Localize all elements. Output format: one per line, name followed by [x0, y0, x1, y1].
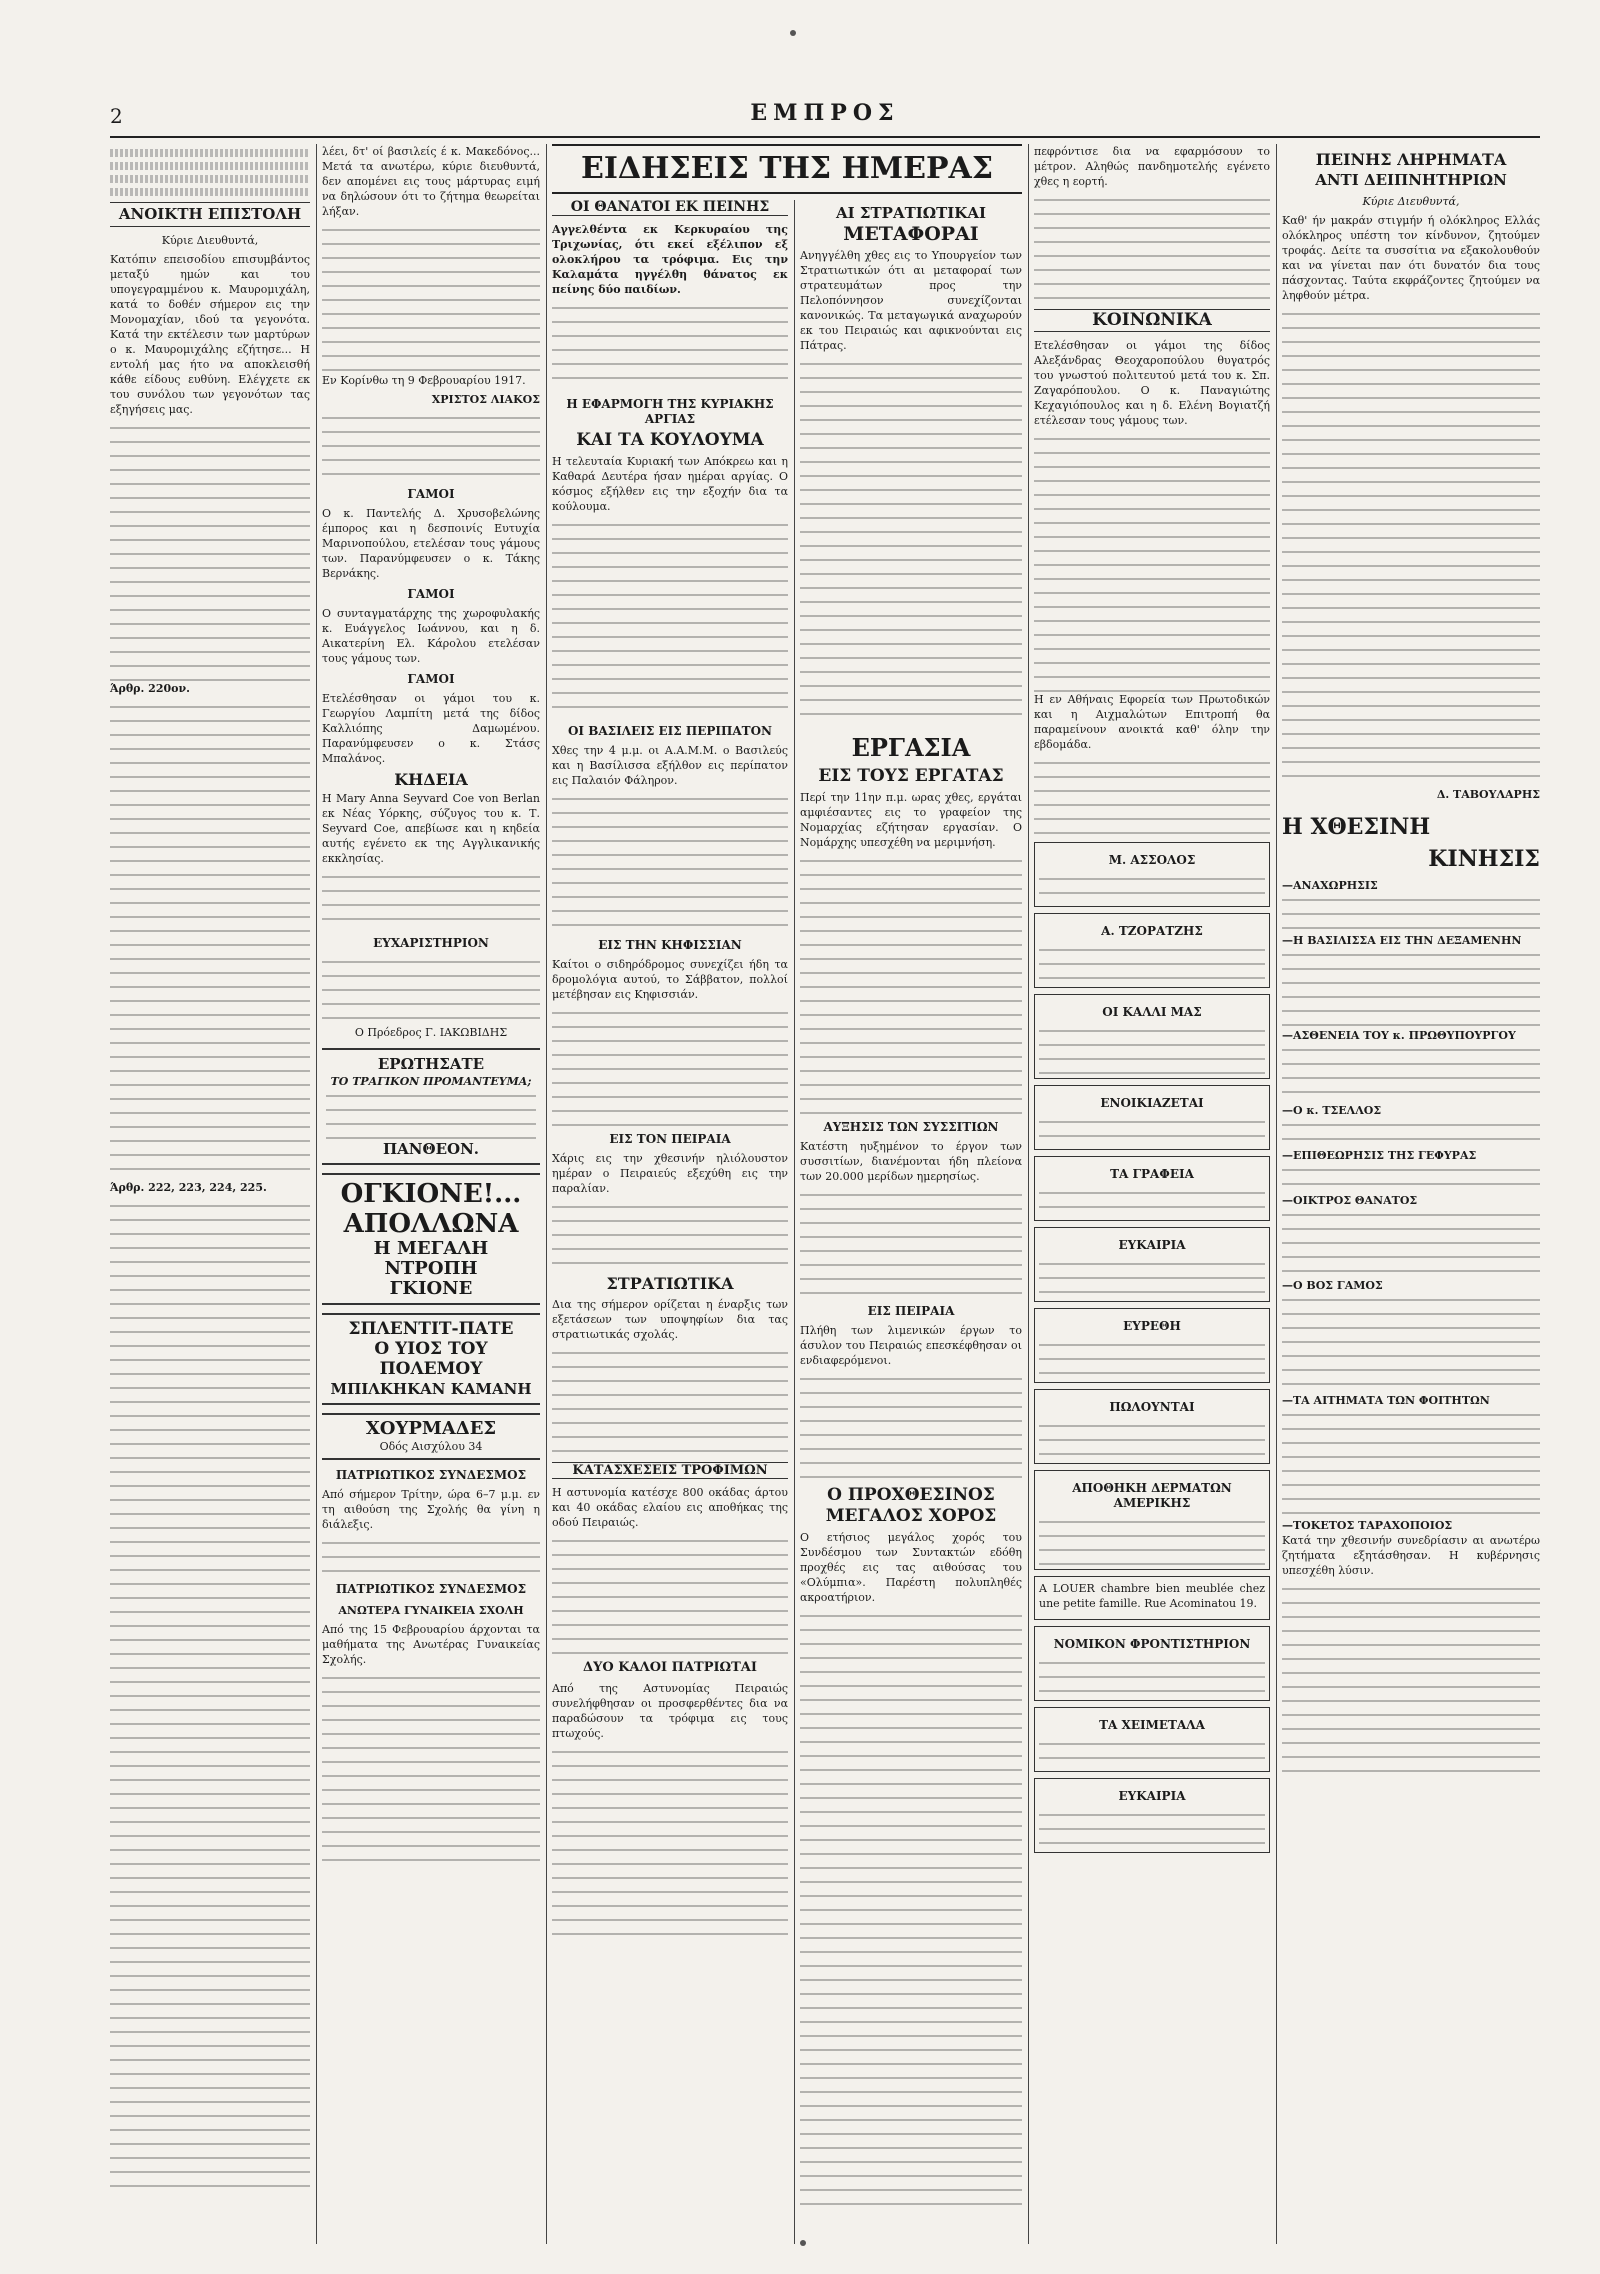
hunger-letter-subtitle: ΑΝΤΙ ΔΕΙΠΝΗΤΗΡΙΩΝ	[1315, 171, 1507, 189]
movement-item: —ΤΟΚΕΤΟΣ ΤΑΡΑΧΟΠΟΙΟΣ	[1282, 1519, 1453, 1532]
article-ref-222-225: Άρθρ. 222, 223, 224, 225.	[110, 1181, 267, 1194]
classified-3	[1034, 994, 1270, 1079]
thanks-signature: Ο Πρόεδρος Γ. ΙΑΚΩΒΙΔΗΣ	[354, 1026, 508, 1039]
movement-item: —Η ΒΑΣΙΛΙΣΣΑ ΕΙΣ ΤΗΝ ΔΕΞΑΜΕΝΗΝ	[1282, 934, 1522, 947]
sunday-rest-subtitle: ΚΑΙ ΤΑ ΚΟΥΛΟΥΜΑ	[576, 430, 764, 450]
news-of-the-day-headline: ΕΙΔΗΣΕΙΣ ΤΗΣ ΗΜΕΡΑΣ	[552, 144, 1022, 194]
weddings-2-title: ΓΑΜΟΙ	[407, 587, 455, 601]
classified-9-title: ΑΠΟΘΗΚΗ ΔΕΡΜΑΤΩΝ ΑΜΕΡΙΚΗΣ	[1072, 1481, 1232, 1510]
grand-ball-text: Ο ετήσιος μεγάλος χορός του Συνδέσμου των Συντακτών εδόθη προχθές εις τας αιθούσας του «Ολύμπια». Παρέστη πολυπληθές ακροατήριον.	[800, 1531, 1022, 1604]
royals-walk-title: ΟΙ ΒΑΣΙΛΕΙΣ ΕΙΣ ΠΕΡΙΠΑΤΟΝ	[567, 724, 773, 738]
column-divider	[1028, 144, 1029, 2244]
column-divider	[794, 200, 795, 2244]
ad-splendid-line-2: Ο ΥΙΟΣ ΤΟΥ ΠΟΛΕΜΟΥ	[374, 1339, 488, 1379]
two-patriots-title: ΔΥΟ ΚΑΛΟΙ ΠΑΤΡΙΩΤΑΙ	[583, 1660, 757, 1675]
kifissia-text: Καίτοι ο σιδηρόδρομος συνεχίζει ήδη τα δρομολόγια αυτού, το Σάββατον, πολλοί μετέβησαν εις Κηφισσιάν.	[552, 958, 788, 1001]
social-news-text: Ετελέσθησαν οι γάμοι της δίδος Αλεξάνδρας Θεοχαροπούλου θυγατρός του γνωστού πολιτευτού μετά του κ. Σπ. Ζαγαρόπουλου. Ο κ. Παναγιώτης Κεχαγιόπουλος και η δ. Ελένη Βογιατζή ετέλεσαν τους γάμους των.	[1034, 339, 1270, 427]
classified-13	[1034, 1778, 1270, 1853]
food-seizures-text: Η αστυνομία κατέσχε 800 οκάδας άρτου και 40 οκάδας ελαίου εις αποθήκας της οδού Πειραιώς.	[552, 1486, 788, 1529]
work-for-workers-title: ΕΡΓΑΣΙΑ	[851, 733, 971, 762]
piraeus-text: Χάρις εις την χθεσινήν ηλιόλουστον ημέραν ο Πειραιεύς εξεχύθη εις την παραλίαν.	[552, 1152, 788, 1195]
ad-pantheon-line-3: ΠΑΝΘΕΟΝ.	[382, 1140, 479, 1158]
patriotic-union-1-text: Από σήμερον Τρίτην, ώρα 6–7 μ.μ. εν τη αιθούση της Σχολής θα γίνη η διάλεξις.	[322, 1488, 540, 1531]
open-letter-title: ΑΝΟΙΚΤΗ ΕΠΙΣΤΟΛΗ	[110, 202, 310, 227]
column-4	[800, 200, 1022, 2244]
work-for-workers-subtitle: ΕΙΣ ΤΟΥΣ ΕΡΓΑΤΑΣ	[818, 766, 1004, 786]
patriotic-union-2-sub: ΑΝΩΤΕΡΑ ΓΥΝΑΙΚΕΙΑ ΣΧΟΛΗ	[338, 1604, 524, 1617]
hunger-letter-salutation: Κύριε Διευθυντά,	[1362, 195, 1460, 208]
header-rule	[110, 136, 1540, 138]
movement-item: —ΑΣΘΕΝΕΙΑ ΤΟΥ κ. ΠΡΩΘΥΠΟΥΡΓΟΥ	[1282, 1029, 1516, 1042]
classified-4-title: ΕΝΟΙΚΙΑΖΕΤΑΙ	[1100, 1096, 1204, 1110]
classified-8	[1034, 1389, 1270, 1464]
military-transports-text: Ανηγγέλθη χθες εις το Υπουργείον των Στρατιωτικών ότι αι μεταφοραί των στρατευμάτων προς την Πελοπόννησον συνεχίζονται κανονικώς. Τα μεταγωγικά αναχωρούν εκ του Πειραιώς και αφικνούνται εις Πάτρας.	[800, 249, 1022, 352]
classified-1-title: Μ. ΑΣΣΟΛΟΣ	[1108, 853, 1196, 867]
classified-2-title: Α. ΤΖΟΡΑΤΖΗΣ	[1101, 924, 1203, 938]
to-piraeus-text: Πλήθη των λιμενικών έργων το άσυλον του Πειραιώς επεσκέφθησαν οι ενδιαφερόμενοι.	[800, 1324, 1022, 1367]
two-patriots-text: Από της Αστυνομίας Πειραιώς συνελήφθησαν οι προσφερθέντες δια να παραδώσουν τα τρόφιμα εις τους πτωχούς.	[552, 1682, 788, 1740]
column-divider	[1276, 144, 1277, 2244]
classified-1	[1034, 842, 1270, 907]
classified-3-title: ΟΙ ΚΑΛΛΙ ΜΑΣ	[1102, 1005, 1202, 1019]
movement-item: —Ο ΒΟΣ ΓΑΜΟΣ	[1282, 1279, 1383, 1292]
masthead	[110, 100, 1540, 134]
ad-apollon	[322, 1173, 540, 1305]
ad-splendid	[322, 1313, 540, 1405]
ad-apollon-line-3: Η ΜΕΓΑΛΗ ΝΤΡΟΠΗ	[373, 1238, 489, 1279]
grand-ball-subtitle: ΜΕΓΑΛΟΣ ΧΟΡΟΣ	[825, 1506, 997, 1526]
weddings-1-title: ΓΑΜΟΙ	[407, 487, 455, 501]
patriotic-union-1-title: ΠΑΤΡΙΩΤΙΚΟΣ ΣΥΝΔΕΣΜΟΣ	[335, 1468, 527, 1482]
print-speck	[790, 30, 796, 36]
ad-splendid-line-1: ΣΠΛΕΝΤΙΤ-ΠΑΤΕ	[348, 1319, 514, 1339]
funeral-title: ΚΗΔΕΙΑ	[394, 770, 468, 789]
article-ref-220: Άρθρ. 220ον.	[110, 682, 190, 695]
food-seizures-title: ΚΑΤΑΣΧΕΣΕΙΣ ΤΡΟΦΙΜΩΝ	[552, 1462, 788, 1479]
weddings-3-text: Ετελέσθησαν οι γάμοι του κ. Γεωργίου Λαμπίτη μετά της δίδος Καλλιόπης Δαμωμένου. Παρανύμφευσεν ο κ. Στάσς Μπαλάνος.	[322, 692, 540, 765]
classified-11-title: ΝΟΜΙΚΟΝ ΦΡΟΝΤΙΣΤΗΡΙΟΝ	[1053, 1637, 1251, 1651]
column-divider	[546, 144, 547, 2244]
newspaper-name: ΕΜΠΡΟΣ	[750, 100, 900, 126]
classified-5	[1034, 1156, 1270, 1221]
open-letter-salutation: Κύριε Διευθυντά,	[161, 234, 259, 247]
patriotic-union-2-title: ΠΑΤΡΙΩΤΙΚΟΣ ΣΥΝΔΕΣΜΟΣ	[335, 1582, 527, 1596]
social-news-text-2: Η εν Αθήναις Εφορεία των Πρωτοδικών και η Αιχμαλώτων Επιτροπή θα παραμείνουν ανοικτά καθ' όλην την εβδομάδα.	[1034, 693, 1270, 751]
page-number: 2	[110, 104, 123, 128]
ad-apollon-line-4: ΓΚΙΟΝΕ	[389, 1278, 473, 1299]
classified-12-title: ΤΑ ΧΕΙΜΕΤΑΛΑ	[1099, 1718, 1205, 1732]
hunger-letter-text: Καθ' ήν μακράν στιγμήν ή ολόκληρος Ελλάς ολόκληρος υπέστη τον κίνδυνον, ζητούμεν τροφάς. Δείτε τα συσσίτια να εξακολουθούν και να γίνεται παν ότι δυνατόν δια τους πάσχοντας. Ταύτα εκφράζοντες ζητούμεν να ληφθούν μέτρα.	[1282, 214, 1540, 302]
weddings-1-text: Ο κ. Παντελής Δ. Χρυσοβελώνης έμπορος και η δεσποινίς Ευτυχία Μαρινοπούλου, ετελέσαν τους γάμους των. Παρανύμφευσεν ο κ. Τάκης Βερνάκης.	[322, 507, 540, 580]
piraeus-title: ΕΙΣ ΤΟΝ ΠΕΙΡΑΙΑ	[609, 1132, 731, 1146]
letter-continued: λέει, δτ' οί βασιλείς έ κ. Μακεδόνος... Μετά τα ανωτέρω, κύριε διευθυντά, δεν απομένει εις τους μάρτυρας ειμή να δηλώσουν ότι το ζήτημα θεωρείται λήξαν.	[322, 145, 540, 218]
movement-item: —ΕΠΙΘΕΩΡΗΣΙΣ ΤΗΣ ΓΕΦΥΡΑΣ	[1282, 1149, 1477, 1162]
sunday-rest-title: Η ΕΦΑΡΜΟΓΗ ΤΗΣ ΚΥΡΙΑΚΗΣ ΑΡΓΙΑΣ	[566, 397, 774, 426]
patriotic-union-2-text: Από της 15 Φεβρουαρίου άρχονται τα μαθήματα της Ανωτέρας Γυναικείας Σχολής.	[322, 1623, 540, 1666]
classified-6-title: ΕΥΚΑΙΡΙΑ	[1118, 1238, 1186, 1252]
movement-item: —ΟΙΚΤΡΟΣ ΘΑΝΑΤΟΣ	[1282, 1194, 1418, 1207]
military-text: Δια της σήμερον ορίζεται η έναρξις των εξετάσεων των υποψηφίων δια τας στρατιωτικάς σχολάς.	[552, 1298, 788, 1341]
military-transports-subtitle: ΜΕΤΑΦΟΡΑΙ	[843, 223, 979, 245]
movement-item: —Ο κ. ΤΣΕΛΛΟΣ	[1282, 1104, 1382, 1117]
movement-item: —ΤΑ ΑΙΤΗΜΑΤΑ ΤΩΝ ΦΟΙΤΗΤΩΝ	[1282, 1394, 1490, 1407]
funeral-text: Η Mary Anna Seyvard Coe von Berlan εκ Νέας Υόρκης, σύζυγος του κ. Τ. Seyvard Coe, απεβίωσε και η κηδεία αυτής εγένετο εκ της Αγγλικανικής εκκλησίας.	[322, 792, 540, 865]
open-letter-body: Κατόπιν επεισοδίου επισυμβάντος μεταξύ ημών και του υπογεγραμμένου κ. Μαυρομιχάλη, κατά το δοθέν σήμερον εις την Μονομαχίαν, ιδού τα γεγονότα. Κατά την εκτέλεσιν των μαρτύρων ο κ. Μαυρομιχάλης εζήτησε... Η εντολή μας ήτο να αποκλεισθή κάθε είδους ευθύνη. Ελέγχετε εκ του συνόλου των γεγονότων τας εξηγήσεις μας.	[110, 253, 310, 416]
ad-apollon-line-1: ΟΓΚΙΟΝΕ!...	[340, 1179, 522, 1209]
classified-4	[1034, 1085, 1270, 1150]
letter-signature: ΧΡΙΣΤΟΣ ΛΙΑΚΟΣ	[431, 393, 540, 406]
ad-apollon-line-2: ΑΠΟΛΛΩΝΑ	[343, 1209, 519, 1239]
classified-2	[1034, 913, 1270, 988]
classified-5-title: ΤΑ ΓΡΑΦΕΙΑ	[1110, 1167, 1194, 1181]
classified-7	[1034, 1308, 1270, 1383]
ad-pantheon-line-2: ΤΟ ΤΡΑΓΙΚΟΝ ΠΡΟΜΑΝΤΕΥΜΑ;	[330, 1075, 532, 1088]
work-for-workers-text: Περί την 11ην π.μ. ωρας χθες, εργάται αμφιέσαντες εις το γραφείον της Νομαρχίας εζήτησαν εργασίαν. Ο Νομάρχης υπεσχέθη να μεριμνήση.	[800, 791, 1022, 849]
column-1	[110, 144, 310, 2244]
sunday-rest-text: Η τελευταία Κυριακή των Απόκρεω και η Καθαρά Δευτέρα ήσαν ημέραι αργίας. Ο κόσμος εξήλθεν εις την εξοχήν δια τα κούλουμα.	[552, 455, 788, 513]
military-title: ΣΤΡΑΤΙΩΤΙΚΑ	[606, 1274, 734, 1293]
yesterday-title: Η ΧΘΕΣΙΝΗ	[1282, 814, 1431, 840]
print-speck	[800, 2240, 806, 2246]
continued-text: πεφρόντισε δια να εφαρμόσουν το μέτρον. Αληθώς πανδημοτελής εγένετο χθες η εορτή.	[1034, 145, 1270, 188]
classified-10	[1034, 1576, 1270, 1620]
column-5	[1034, 144, 1270, 2244]
soup-kitchens-text: Κατέστη ηυξημένον το έργον των συσσιτίων, διανέμονται ήδη πλείονα των 20.000 μερίδων ημερησίως.	[800, 1140, 1022, 1183]
newspaper-page	[110, 100, 1540, 2250]
classified-12	[1034, 1707, 1270, 1772]
ad-pantheon	[322, 1048, 540, 1165]
ad-splendid-line-3: ΜΠΙΛΚΗΚΑΝ ΚΑΜΑΝΗ	[330, 1380, 532, 1398]
classified-6	[1034, 1227, 1270, 1302]
classified-10-text: A LOUER chambre bien meublée chez une petite famille. Rue Acominatou 19.	[1039, 1582, 1265, 1610]
ad-dates-title: ΧΟΥΡΜΑΔΕΣ	[365, 1418, 497, 1439]
movement-closing-text: Κατά την χθεσινήν συνεδρίασιν αι ανωτέρω ζητήματα εξητάσθησαν. Η κυβέρνησις υπεσχέθη λύσιν.	[1282, 1534, 1540, 1577]
thanks-title: ΕΥΧΑΡΙΣΤΗΡΙΟΝ	[373, 936, 489, 950]
column-divider	[316, 144, 317, 2244]
military-transports-title: ΑΙ ΣΤΡΑΤΙΩΤΙΚΑΙ	[836, 204, 986, 222]
grand-ball-title: Ο ΠΡΟΧΘΕΣΙΝΟΣ	[827, 1485, 995, 1505]
classified-11	[1034, 1626, 1270, 1701]
ad-pantheon-line-1: ΕΡΩΤΗΣΑΤΕ	[377, 1055, 485, 1073]
classified-9	[1034, 1470, 1270, 1570]
soup-kitchens-title: ΑΥΞΗΣΙΣ ΤΩΝ ΣΥΣΣΙΤΙΩΝ	[823, 1120, 999, 1134]
deaths-from-hunger-text: Αγγελθέντα εκ Κερκυραίου της Τριχωνίας, ότι εκεί εξέλιπον εξ ολοκλήρου τα τρόφιμα. Εις την Καλαμάτα ηγγέλθη θάνατος εκ πείνης δύο παιδίων.	[552, 223, 788, 296]
kifissia-title: ΕΙΣ ΤΗΝ ΚΗΦΙΣΣΙΑΝ	[598, 938, 742, 952]
hunger-letter-title: ΠΕΙΝΗΣ ΛΗΡΗΜΑΤΑ	[1315, 150, 1507, 169]
weddings-2-text: Ο συνταγματάρχης της χωροφυλακής κ. Ευάγγελος Ιωάννου, και η δ. Αικατερίνη Ελ. Κάρολου ετελέσαν τους γάμους των.	[322, 607, 540, 665]
deaths-from-hunger-title: ΟΙ ΘΑΝΑΤΟΙ ΕΚ ΠΕΙΝΗΣ	[552, 200, 788, 216]
ad-dates-address: Οδός Αισχύλου 34	[379, 1440, 483, 1453]
classified-7-title: ΕΥΡΕΘΗ	[1123, 1319, 1181, 1333]
letter-place-date: Εν Κορίνθω τη 9 Φεβρουαρίου 1917.	[322, 374, 526, 387]
classified-13-title: ΕΥΚΑΙΡΙΑ	[1118, 1789, 1186, 1803]
column-6	[1282, 144, 1540, 2244]
to-piraeus-title: ΕΙΣ ΠΕΙΡΑΙΑ	[867, 1304, 955, 1318]
movement-item: —ΑΝΑΧΩΡΗΣΙΣ	[1282, 879, 1378, 892]
hunger-letter-signature: Δ. ΤΑΒΟΥΛΑΡΗΣ	[1436, 788, 1540, 801]
yesterday-subtitle: ΚΙΝΗΣΙΣ	[1428, 846, 1540, 872]
classified-8-title: ΠΩΛΟΥΝΤΑΙ	[1109, 1400, 1195, 1414]
social-news-title: ΚΟΙΝΩΝΙΚΑ	[1034, 309, 1270, 332]
column-2	[322, 144, 540, 2244]
weddings-3-title: ΓΑΜΟΙ	[407, 672, 455, 686]
royals-walk-text: Χθες την 4 μ.μ. οι Α.Α.Μ.Μ. ο Βασιλεύς και η Βασίλισσα εξήλθον εις περίπατον εις Παλαιόν Φάληρον.	[552, 744, 788, 787]
ad-dates	[322, 1413, 540, 1460]
